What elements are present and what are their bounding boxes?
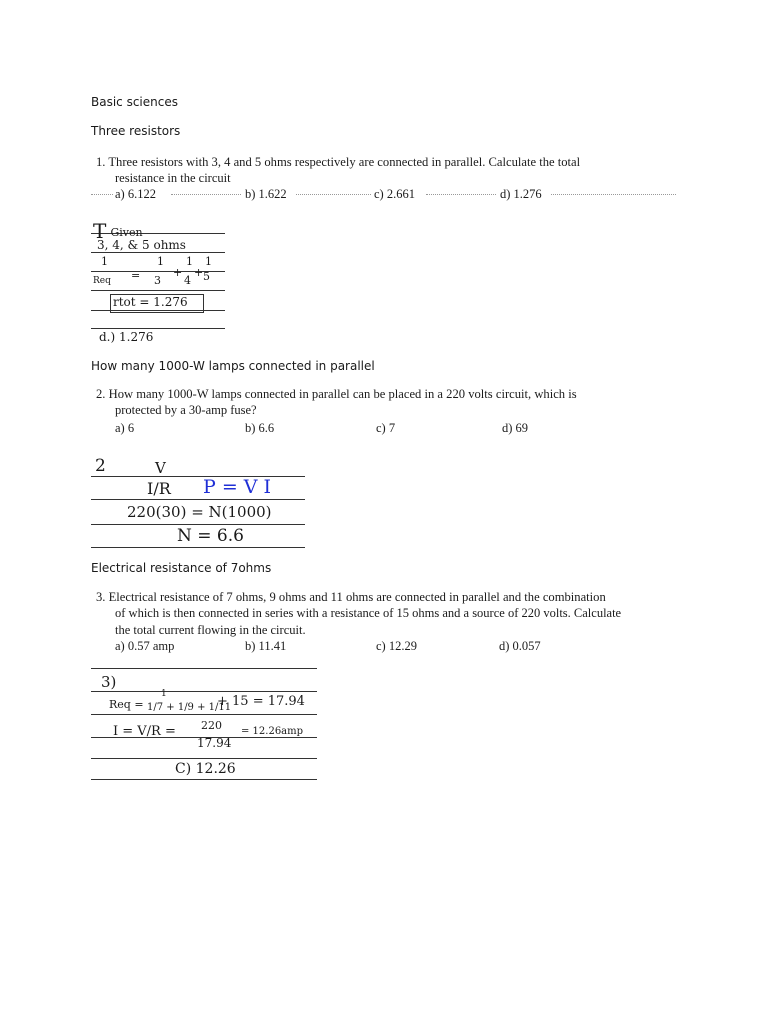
ruled-line xyxy=(91,714,317,715)
ruled-line xyxy=(91,499,305,500)
note-text: I/R xyxy=(147,479,171,498)
note-text: 220(30) = N(1000) xyxy=(127,503,272,521)
ruled-line xyxy=(91,252,225,253)
question-text: 3. Electrical resistance of 7 ohms, 9 ohms and 11 ohms are connected in parallel and the combination xyxy=(96,590,606,604)
note-text: C) 12.26 xyxy=(175,761,236,777)
note-text: V xyxy=(155,459,166,477)
dotted-line xyxy=(426,194,496,195)
section-heading: How many 1000-W lamps connected in parallel xyxy=(91,359,375,373)
section-heading: Electrical resistance of 7ohms xyxy=(91,561,272,575)
question-text: resistance in the circuit xyxy=(115,171,231,185)
note-text: I = V/R = xyxy=(113,724,176,739)
note-text: 1 xyxy=(161,689,167,699)
dotted-line xyxy=(91,194,113,195)
ruled-line xyxy=(91,758,317,759)
answer-option: c) 7 xyxy=(376,421,396,435)
ruled-line xyxy=(91,668,317,669)
note-text: 1 xyxy=(186,255,193,268)
answer-option: c) 12.29 xyxy=(376,639,417,653)
ruled-line xyxy=(91,476,305,477)
note-text: 5 xyxy=(203,270,210,283)
question-text: 2. How many 1000-W lamps connected in parallel can be placed in a 220 volts circuit, which is xyxy=(96,387,577,401)
answer-option: b) 11.41 xyxy=(245,639,287,653)
handwritten-notes xyxy=(91,214,231,346)
note-text: + xyxy=(173,266,183,279)
ruled-line xyxy=(91,524,305,525)
dotted-line xyxy=(171,194,241,195)
note-text: 1 xyxy=(157,255,164,268)
note-text: 220 xyxy=(201,719,222,732)
question-text: protected by a 30-amp fuse? xyxy=(115,403,257,417)
handwritten-notes xyxy=(91,664,321,784)
ruled-line xyxy=(91,328,225,329)
note-text: 1 xyxy=(205,255,212,268)
question-text: of which is then connected in series with a resistance of 15 ohms and a source of 220 volts. Calculate xyxy=(115,606,622,620)
answer-option: d) 0.057 xyxy=(499,639,541,653)
question-scan xyxy=(91,152,681,204)
answer-option: a) 0.57 amp xyxy=(115,639,175,653)
note-text: 3, 4, & 5 ohms xyxy=(97,238,186,252)
answer-option: d) 1.276 xyxy=(500,187,542,201)
note-text: Req = xyxy=(109,698,144,711)
note-text: + 15 = 17.94 xyxy=(217,694,305,709)
ruled-line xyxy=(91,547,305,548)
answer-option: c) 2.661 xyxy=(374,187,415,201)
note-text: T Given xyxy=(93,219,143,243)
note-text: d.) 1.276 xyxy=(99,330,154,344)
note-text: + xyxy=(194,266,204,279)
note-text: rtot = 1.276 xyxy=(113,295,188,309)
section-heading: Three resistors xyxy=(91,124,181,138)
answer-option: a) 6 xyxy=(115,421,135,435)
note-text: 4 xyxy=(184,274,191,287)
note-text: = 12.26amp xyxy=(241,726,304,737)
question-scan xyxy=(91,384,681,438)
ruled-line xyxy=(91,691,317,692)
answer-option: b) 6.6 xyxy=(245,421,275,435)
dotted-line xyxy=(296,194,371,195)
answer-option: a) 6.122 xyxy=(115,187,156,201)
note-text: P = V I xyxy=(203,476,272,498)
handwritten-notes xyxy=(91,452,311,552)
question-scan xyxy=(91,587,686,657)
note-text: 17.94 xyxy=(197,736,232,750)
note-text: 3 xyxy=(154,274,161,287)
question-text: 1. Three resistors with 3, 4 and 5 ohms respectively are connected in parallel. Calculate the total xyxy=(96,155,581,169)
question-text: the total current flowing in the circuit. xyxy=(115,623,306,637)
note-text: 2 xyxy=(95,456,106,476)
answer-option: d) 69 xyxy=(502,421,529,435)
answer-option: b) 1.622 xyxy=(245,187,287,201)
note-text: N = 6.6 xyxy=(177,526,244,546)
note-text: 1 xyxy=(101,255,108,268)
document-title: Basic sciences xyxy=(91,95,178,109)
note-text: 3) xyxy=(101,673,117,691)
ruled-line xyxy=(91,779,317,780)
dotted-line xyxy=(551,194,676,195)
note-text: 1/7 + 1/9 + 1/11 xyxy=(147,702,232,713)
note-text: = xyxy=(131,269,141,282)
ruled-line xyxy=(91,290,225,291)
note-text: Req xyxy=(93,276,111,286)
